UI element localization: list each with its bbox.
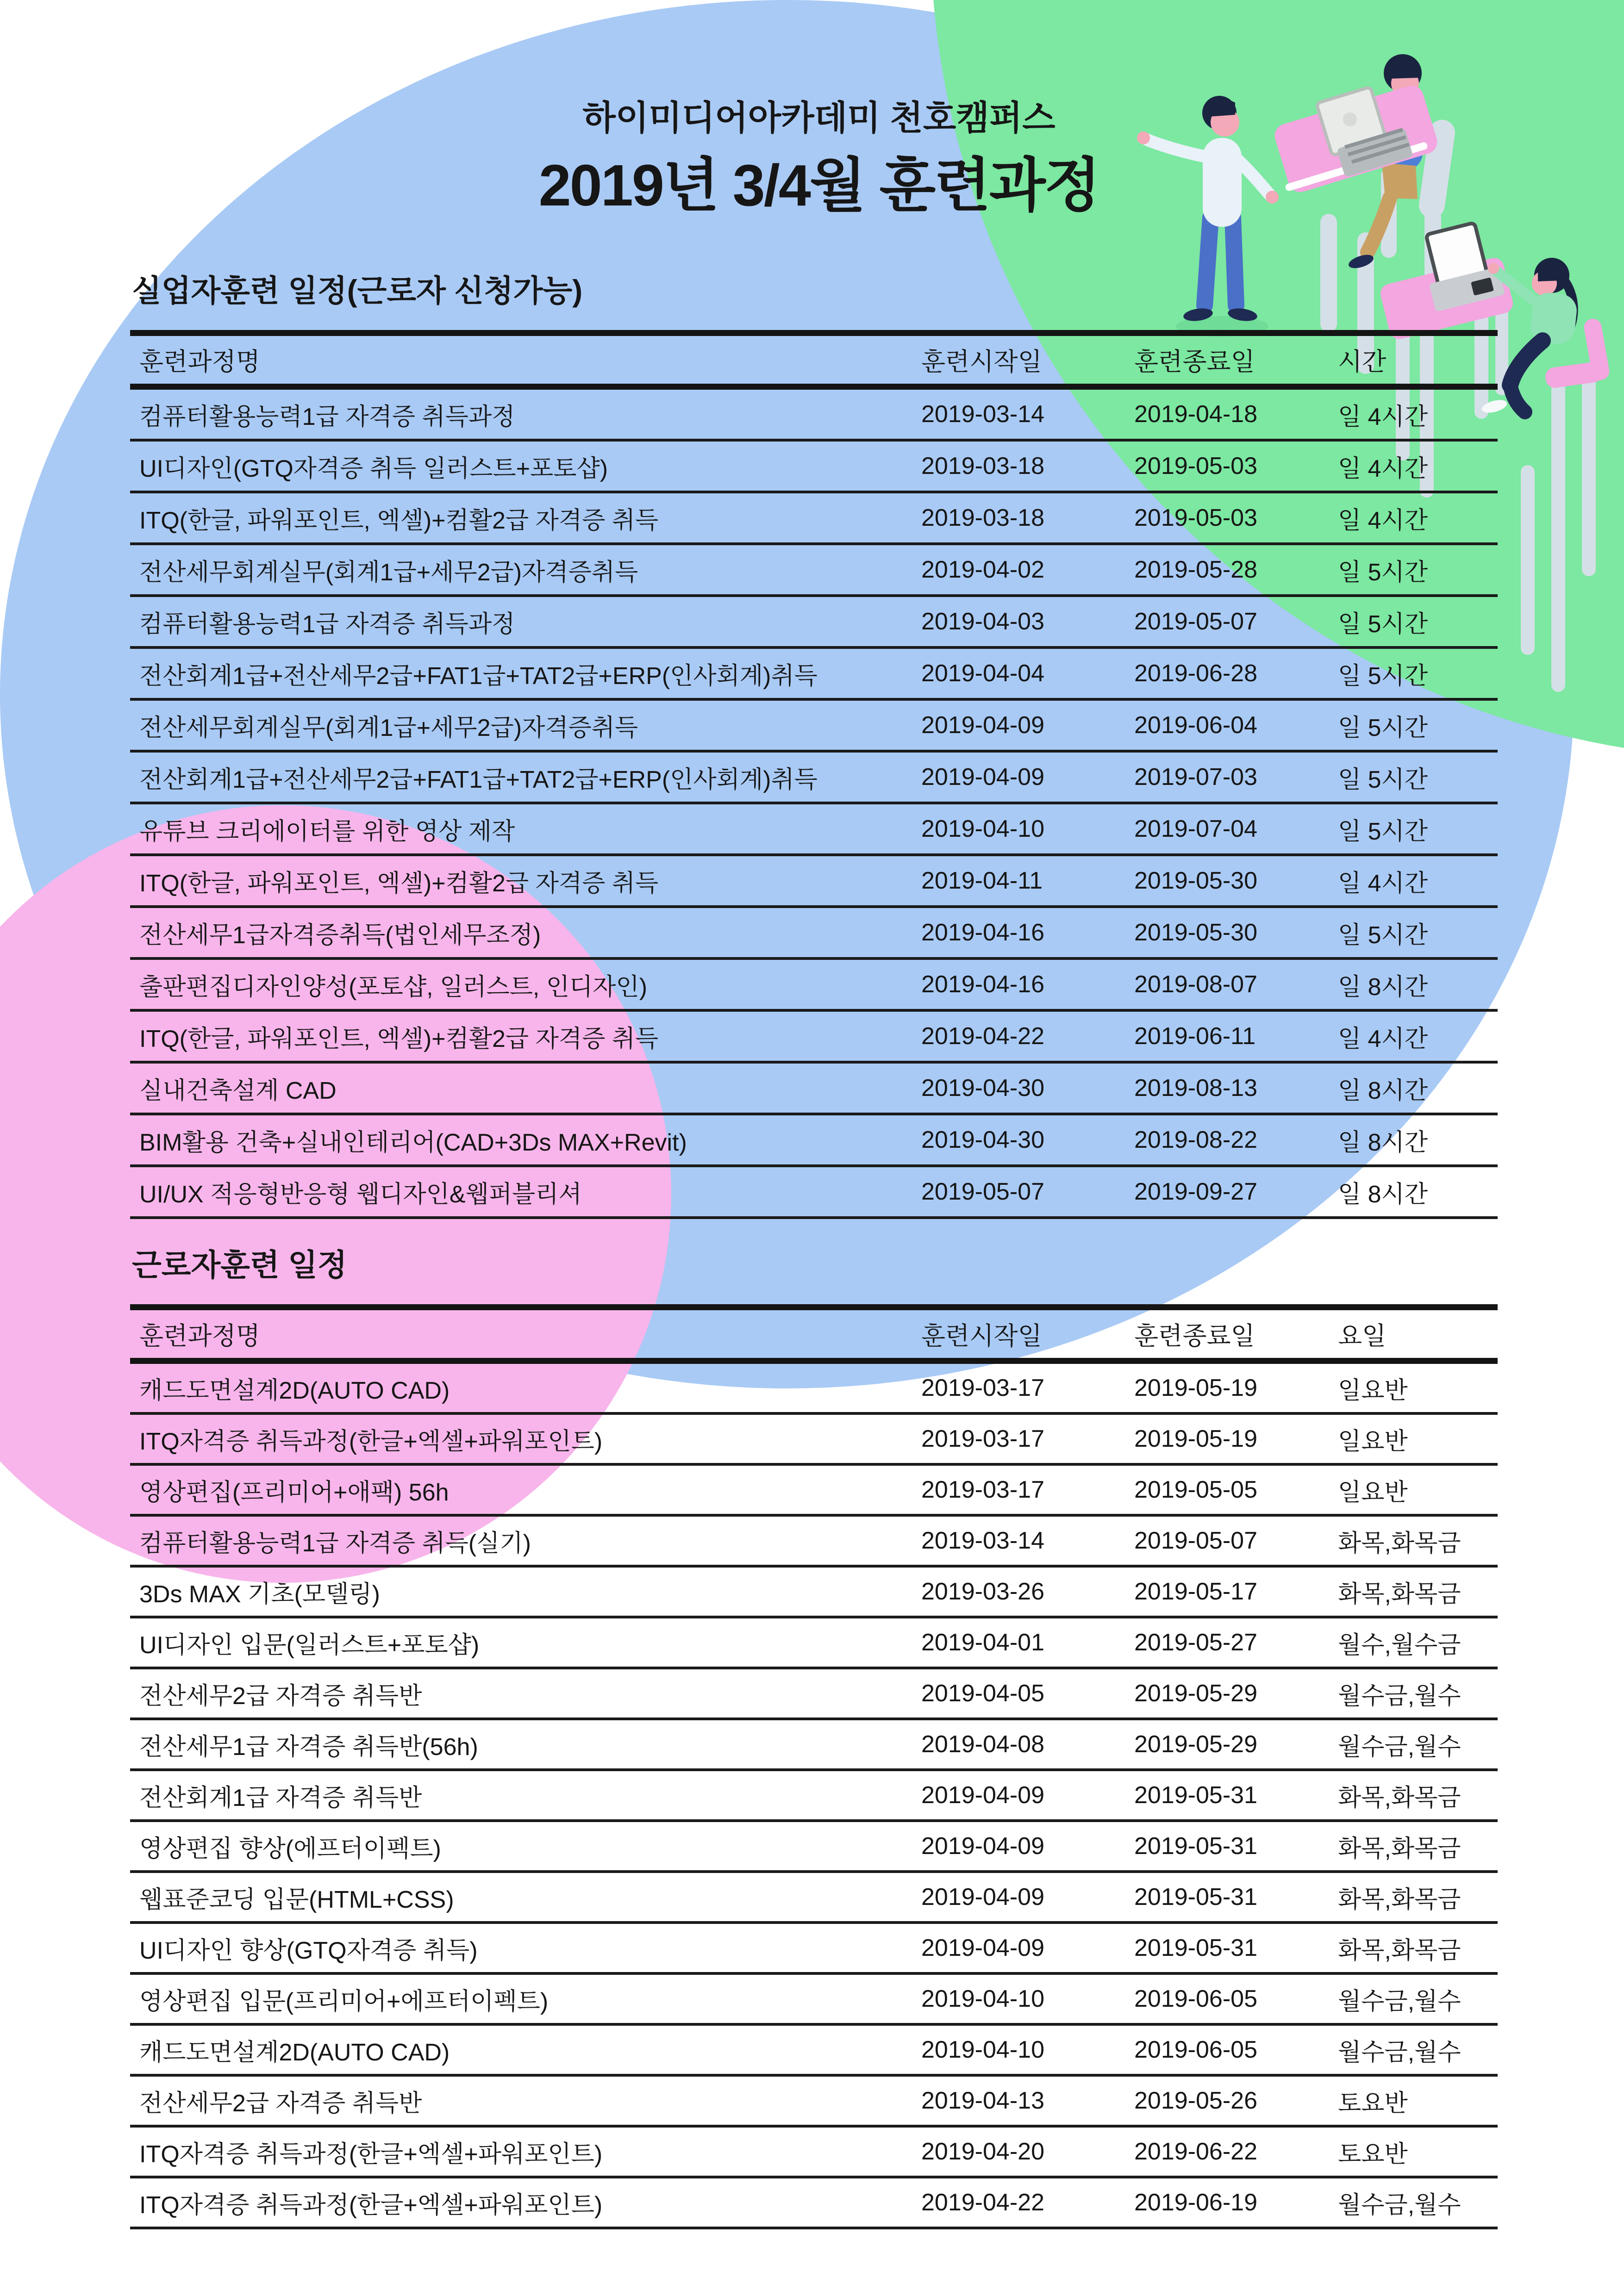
end-date-cell: 2019-05-28 — [1134, 556, 1257, 583]
table-row — [130, 1466, 1498, 1517]
hours-cell: 일 8시간 — [1338, 1181, 1428, 1208]
start-date-cell: 2019-04-08 — [921, 1731, 1044, 1758]
column-header-start-date: 훈련시작일 — [921, 348, 1042, 376]
end-date-cell: 2019-06-22 — [1134, 2138, 1257, 2165]
table-top-rule — [130, 1304, 1498, 1310]
start-date-cell: 2019-04-03 — [921, 608, 1044, 635]
course-name-cell: 전산세무회계실무(회계1급+세무2급)자격증취득 — [139, 714, 638, 741]
start-date-cell: 2019-04-30 — [921, 1126, 1044, 1153]
days-cell: 화목,화목금 — [1338, 1530, 1461, 1557]
end-date-cell: 2019-05-03 — [1134, 453, 1257, 479]
hours-cell: 일 4시간 — [1338, 1025, 1428, 1052]
table-row — [130, 1064, 1498, 1115]
table-row — [130, 493, 1498, 545]
column-header-end-date: 훈련종료일 — [1134, 1322, 1255, 1350]
column-header-days: 요일 — [1338, 1322, 1387, 1350]
start-date-cell: 2019-04-10 — [921, 1985, 1044, 2012]
course-name-cell: ITQ(한글, 파워포인트, 엑셀)+컴활2급 자격증 취득 — [139, 507, 659, 534]
course-name-cell: ITQ(한글, 파워포인트, 엑셀)+컴활2급 자격증 취득 — [139, 870, 659, 897]
course-name-cell: BIM활용 건축+실내인테리어(CAD+3Ds MAX+Revit) — [139, 1129, 687, 1156]
start-date-cell: 2019-04-20 — [921, 2138, 1044, 2165]
end-date-cell: 2019-05-29 — [1134, 1680, 1257, 1707]
start-date-cell: 2019-04-22 — [921, 1023, 1044, 1050]
start-date-cell: 2019-04-05 — [921, 1680, 1044, 1707]
table-row — [130, 1568, 1498, 1618]
start-date-cell: 2019-04-22 — [921, 2189, 1044, 2216]
start-date-cell: 2019-04-09 — [921, 1935, 1044, 1961]
course-name-cell: 웹표준코딩 입문(HTML+CSS) — [139, 1886, 454, 1913]
days-cell: 토요반 — [1338, 2140, 1408, 2168]
course-name-cell: 전산회계1급+전산세무2급+FAT1급+TAT2급+ERP(인사회계)취득 — [139, 766, 818, 793]
table-row — [130, 390, 1498, 442]
campus-subtitle: 하이미디어아카데미 천호캠퍼스 — [582, 99, 1056, 137]
table-row — [130, 442, 1498, 493]
hours-cell: 일 5시간 — [1338, 559, 1428, 586]
column-header-hours: 시간 — [1338, 348, 1387, 376]
hours-cell: 일 4시간 — [1338, 507, 1428, 534]
course-name-cell: ITQ자격증 취득과정(한글+엑셀+파워포인트) — [139, 2191, 603, 2219]
start-date-cell: 2019-04-13 — [921, 2087, 1044, 2114]
hours-cell: 일 5시간 — [1338, 662, 1428, 690]
table-row — [130, 1517, 1498, 1568]
days-cell: 화목,화목금 — [1338, 1835, 1461, 1862]
course-name-cell: 캐드도면설계2D(AUTO CAD) — [139, 1377, 450, 1404]
table-row — [130, 908, 1498, 960]
course-name-cell: 유튜브 크리에이터를 위한 영상 제작 — [139, 818, 515, 845]
end-date-cell: 2019-08-07 — [1134, 971, 1257, 998]
hours-cell: 일 5시간 — [1338, 766, 1428, 793]
days-cell: 화목,화목금 — [1338, 1580, 1461, 1608]
table-row — [130, 1167, 1498, 1219]
course-name-cell: 3Ds MAX 기초(모델링) — [139, 1580, 380, 1608]
table-header-row — [130, 1310, 1498, 1358]
end-date-cell: 2019-05-29 — [1134, 1731, 1257, 1758]
end-date-cell: 2019-05-03 — [1134, 504, 1257, 531]
days-cell: 월수금,월수 — [1338, 2039, 1461, 2066]
course-name-cell: 전산세무2급 자격증 취득반 — [139, 2090, 422, 2117]
table-row — [130, 1415, 1498, 1466]
course-name-cell: UI디자인 입문(일러스트+포토샵) — [139, 1631, 480, 1659]
column-header-course-name: 훈련과정명 — [139, 1322, 260, 1350]
course-name-cell: 컴퓨터활용능력1급 자격증 취득(실기) — [139, 1530, 531, 1557]
table-row — [130, 1720, 1498, 1771]
course-name-cell: 영상편집 입문(프리미어+에프터이펙트) — [139, 1988, 549, 2015]
start-date-cell: 2019-04-01 — [921, 1629, 1044, 1656]
course-name-cell: ITQ자격증 취득과정(한글+엑셀+파워포인트) — [139, 1428, 603, 1455]
column-header-end-date: 훈련종료일 — [1134, 348, 1255, 376]
course-name-cell: 실내건축설계 CAD — [139, 1077, 337, 1104]
course-name-cell: 전산세무1급 자격증 취득반(56h) — [139, 1733, 478, 1761]
end-date-cell: 2019-05-30 — [1134, 919, 1257, 946]
days-cell: 월수금,월수 — [1338, 1682, 1461, 1710]
table-header-rule — [130, 1358, 1498, 1364]
course-name-cell: 전산세무회계실무(회계1급+세무2급)자격증취득 — [139, 559, 638, 586]
course-name-cell: 영상편집(프리미어+애팩) 56h — [139, 1479, 449, 1506]
days-cell: 월수금,월수 — [1338, 1988, 1461, 2015]
days-cell: 월수,월수금 — [1338, 1631, 1461, 1659]
days-cell: 토요반 — [1338, 2090, 1408, 2117]
course-name-cell: 전산회계1급 자격증 취득반 — [139, 1784, 422, 1811]
start-date-cell: 2019-04-09 — [921, 1884, 1044, 1910]
start-date-cell: 2019-04-16 — [921, 919, 1044, 946]
table-row — [130, 1822, 1498, 1873]
course-name-cell: 컴퓨터활용능력1급 자격증 취득과정 — [139, 403, 515, 430]
hours-cell: 일 8시간 — [1338, 1077, 1428, 1104]
table-header-row — [130, 336, 1498, 384]
course-name-cell: 영상편집 향상(에프터이펙트) — [139, 1835, 441, 1862]
table-row — [130, 649, 1498, 701]
end-date-cell: 2019-05-26 — [1134, 2087, 1257, 2114]
end-date-cell: 2019-05-31 — [1134, 1935, 1257, 1961]
table-row — [130, 2026, 1498, 2077]
hours-cell: 일 5시간 — [1338, 610, 1428, 638]
hours-cell: 일 4시간 — [1338, 455, 1428, 482]
end-date-cell: 2019-06-05 — [1134, 1985, 1257, 2012]
start-date-cell: 2019-03-14 — [921, 1527, 1044, 1554]
table-row — [130, 1364, 1498, 1415]
end-date-cell: 2019-05-31 — [1134, 1833, 1257, 1860]
start-date-cell: 2019-03-18 — [921, 504, 1044, 531]
table-row — [130, 2128, 1498, 2178]
table-row — [130, 856, 1498, 908]
start-date-cell: 2019-03-18 — [921, 453, 1044, 479]
days-cell: 화목,화목금 — [1338, 1937, 1461, 1964]
course-name-cell: 출판편집디자인양성(포토샵, 일러스트, 인디자인) — [139, 973, 648, 1001]
end-date-cell: 2019-06-05 — [1134, 2036, 1257, 2063]
days-cell: 일요반 — [1338, 1479, 1408, 1506]
table-row — [130, 1873, 1498, 1924]
table-header-rule — [130, 384, 1498, 390]
course-name-cell: UI/UX 적응형반응형 웹디자인&웹퍼블리셔 — [139, 1181, 582, 1208]
table-row — [130, 1012, 1498, 1064]
end-date-cell: 2019-05-30 — [1134, 867, 1257, 894]
start-date-cell: 2019-04-09 — [921, 764, 1044, 790]
table-row — [130, 1618, 1498, 1669]
table-row — [130, 1924, 1498, 1975]
start-date-cell: 2019-04-11 — [921, 867, 1043, 894]
end-date-cell: 2019-06-28 — [1134, 660, 1257, 687]
days-cell: 일요반 — [1338, 1377, 1408, 1404]
table-row — [130, 545, 1498, 597]
hours-cell: 일 5시간 — [1338, 921, 1428, 949]
hours-cell: 일 4시간 — [1338, 870, 1428, 897]
start-date-cell: 2019-04-02 — [921, 556, 1044, 583]
hours-cell: 일 4시간 — [1338, 403, 1428, 430]
table-row — [130, 1975, 1498, 2026]
days-cell: 화목,화목금 — [1338, 1886, 1461, 1913]
end-date-cell: 2019-05-31 — [1134, 1782, 1257, 1809]
start-date-cell: 2019-04-09 — [921, 1782, 1044, 1809]
start-date-cell: 2019-04-09 — [921, 1833, 1044, 1860]
start-date-cell: 2019-04-16 — [921, 971, 1044, 998]
end-date-cell: 2019-07-04 — [1134, 815, 1257, 842]
end-date-cell: 2019-05-07 — [1134, 1527, 1257, 1554]
course-name-cell: 전산회계1급+전산세무2급+FAT1급+TAT2급+ERP(인사회계)취득 — [139, 662, 818, 690]
hours-cell: 일 8시간 — [1338, 973, 1428, 1001]
days-cell: 월수금,월수 — [1338, 2191, 1461, 2219]
end-date-cell: 2019-08-22 — [1134, 1126, 1257, 1153]
hours-cell: 일 8시간 — [1338, 1129, 1428, 1156]
end-date-cell: 2019-09-27 — [1134, 1178, 1257, 1205]
table-top-rule — [130, 330, 1498, 336]
start-date-cell: 2019-04-30 — [921, 1075, 1044, 1101]
start-date-cell: 2019-03-17 — [921, 1425, 1044, 1452]
course-name-cell: 컴퓨터활용능력1급 자격증 취득과정 — [139, 610, 515, 638]
column-header-course-name: 훈련과정명 — [139, 348, 260, 376]
end-date-cell: 2019-04-18 — [1134, 401, 1257, 428]
start-date-cell: 2019-05-07 — [921, 1178, 1044, 1205]
days-cell: 일요반 — [1338, 1428, 1408, 1455]
end-date-cell: 2019-07-03 — [1134, 764, 1257, 790]
course-name-cell: 캐드도면설계2D(AUTO CAD) — [139, 2039, 450, 2066]
end-date-cell: 2019-05-31 — [1134, 1884, 1257, 1910]
course-name-cell: 전산세무1급자격증취득(법인세무조정) — [139, 921, 541, 949]
table-row — [130, 2077, 1498, 2128]
start-date-cell: 2019-04-04 — [921, 660, 1044, 687]
hours-cell: 일 5시간 — [1338, 818, 1428, 845]
table-body — [130, 1364, 1498, 2229]
table-row — [130, 597, 1498, 649]
end-date-cell: 2019-06-04 — [1134, 712, 1257, 739]
start-date-cell: 2019-03-14 — [921, 401, 1044, 428]
column-header-start-date: 훈련시작일 — [921, 1322, 1042, 1350]
table-row — [130, 2178, 1498, 2229]
section-title: 실업자훈련 일정(근로자 신청가능) — [132, 274, 583, 308]
course-name-cell: ITQ(한글, 파워포인트, 엑셀)+컴활2급 자격증 취득 — [139, 1025, 659, 1052]
start-date-cell: 2019-03-17 — [921, 1476, 1044, 1503]
course-name-cell: 전산세무2급 자격증 취득반 — [139, 1682, 422, 1710]
start-date-cell: 2019-03-26 — [921, 1578, 1044, 1605]
end-date-cell: 2019-05-07 — [1134, 608, 1257, 635]
end-date-cell: 2019-08-13 — [1134, 1075, 1257, 1101]
table-row — [130, 753, 1498, 804]
section-unemployed-training — [130, 275, 1498, 1219]
days-cell: 화목,화목금 — [1338, 1784, 1461, 1811]
page-title: 2019년 3/4월 훈련과정 — [538, 153, 1099, 218]
course-name-cell: ITQ자격증 취득과정(한글+엑셀+파워포인트) — [139, 2140, 603, 2168]
table-body — [130, 390, 1498, 1219]
start-date-cell: 2019-04-10 — [921, 815, 1044, 842]
table-row — [130, 1115, 1498, 1167]
end-date-cell: 2019-05-17 — [1134, 1578, 1257, 1605]
end-date-cell: 2019-05-19 — [1134, 1375, 1257, 1401]
table-row — [130, 960, 1498, 1012]
section-title: 근로자훈련 일정 — [132, 1248, 347, 1282]
end-date-cell: 2019-05-27 — [1134, 1629, 1257, 1656]
end-date-cell: 2019-05-19 — [1134, 1425, 1257, 1452]
table-row — [130, 701, 1498, 753]
table-row — [130, 1771, 1498, 1822]
end-date-cell: 2019-06-11 — [1134, 1023, 1256, 1050]
table-row — [130, 1669, 1498, 1720]
table-row — [130, 804, 1498, 856]
end-date-cell: 2019-06-19 — [1134, 2189, 1257, 2216]
course-name-cell: UI디자인 향상(GTQ자격증 취득) — [139, 1937, 478, 1964]
course-name-cell: UI디자인(GTQ자격증 취득 일러스트+포토샵) — [139, 455, 608, 482]
hours-cell: 일 5시간 — [1338, 714, 1428, 741]
start-date-cell: 2019-04-09 — [921, 712, 1044, 739]
start-date-cell: 2019-04-10 — [921, 2036, 1044, 2063]
end-date-cell: 2019-05-05 — [1134, 1476, 1257, 1503]
days-cell: 월수금,월수 — [1338, 1733, 1461, 1761]
start-date-cell: 2019-03-17 — [921, 1375, 1044, 1401]
section-worker-training — [130, 1250, 1498, 2229]
